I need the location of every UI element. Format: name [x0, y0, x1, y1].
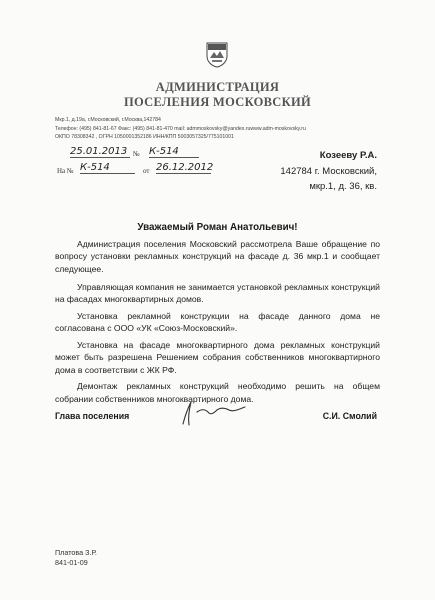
- executor-phone: 841-01-09: [55, 558, 88, 567]
- body-paragraph: Демонтаж рекламных конструкций необходимо решить на общем собрании собственников многоквартирного дома.: [55, 381, 380, 404]
- org-codes: ОКПО 78308342 , ОГРН 1050001352186 ИНН/КПП 5003057325/775101001: [55, 134, 234, 140]
- incoming-date: 26.12.2012: [156, 162, 214, 173]
- org-contacts: Телефон: (495) 841-81-67 Факс: (495) 841-81-470 mail: admmoskovsky@yandex.ruwww.adm-moskovsky.ru: [55, 126, 306, 132]
- letter-body: [55, 238, 380, 410]
- addressee-name: Козееву Р.А.: [319, 150, 377, 161]
- outgoing-number: К-514: [149, 146, 199, 158]
- incoming-date-label: от: [143, 167, 150, 175]
- salutation: Уважаемый Роман Анатольевич!: [137, 222, 298, 233]
- org-address: Мкр.1, д.19а, г.Московский, г.Москва,142784: [55, 117, 161, 123]
- executor-name: Платова З.Р.: [55, 548, 97, 557]
- outgoing-number-label: №: [133, 150, 140, 158]
- body-paragraph: Администрация поселения Московский рассмотрела Ваше обращение по вопросу установки рекламных конструкций на фасаде д. 36 мкр.1 и сообщает следующее.: [55, 239, 380, 274]
- incoming-number-label: На №: [57, 167, 74, 175]
- body-paragraph: Установка на фасаде многоквартирного дома рекламных конструкций может быть разрешена Решением собрания собственников многоквартирного дома в соответствии с ЖК РФ.: [55, 340, 380, 375]
- coat-of-arms-icon: [206, 42, 228, 68]
- addressee-address-line2: мкр.1, д. 36, кв.: [309, 181, 377, 192]
- signatory-position: Глава поселения: [55, 411, 130, 421]
- org-title-line2: ПОСЕЛЕНИЯ МОСКОВСКИЙ: [123, 95, 312, 109]
- body-paragraph: Установка рекламной конструкции на фасаде данного дома не согласована с ООО «УК «Союз-Московский».: [55, 310, 380, 334]
- handwritten-signature: [175, 398, 255, 428]
- incoming-number: К-514: [80, 162, 135, 174]
- signatory-name: С.И. Смолий: [322, 411, 377, 421]
- body-paragraph: Управляющая компания не занимается установкой рекламных конструкций на фасадах многоквартирных домов.: [55, 281, 380, 305]
- org-title-line1: АДМИНИСТРАЦИЯ: [155, 80, 280, 94]
- addressee-address-line1: 142784 г. Московский,: [280, 166, 377, 177]
- outgoing-date: 25.01.2013: [70, 146, 130, 158]
